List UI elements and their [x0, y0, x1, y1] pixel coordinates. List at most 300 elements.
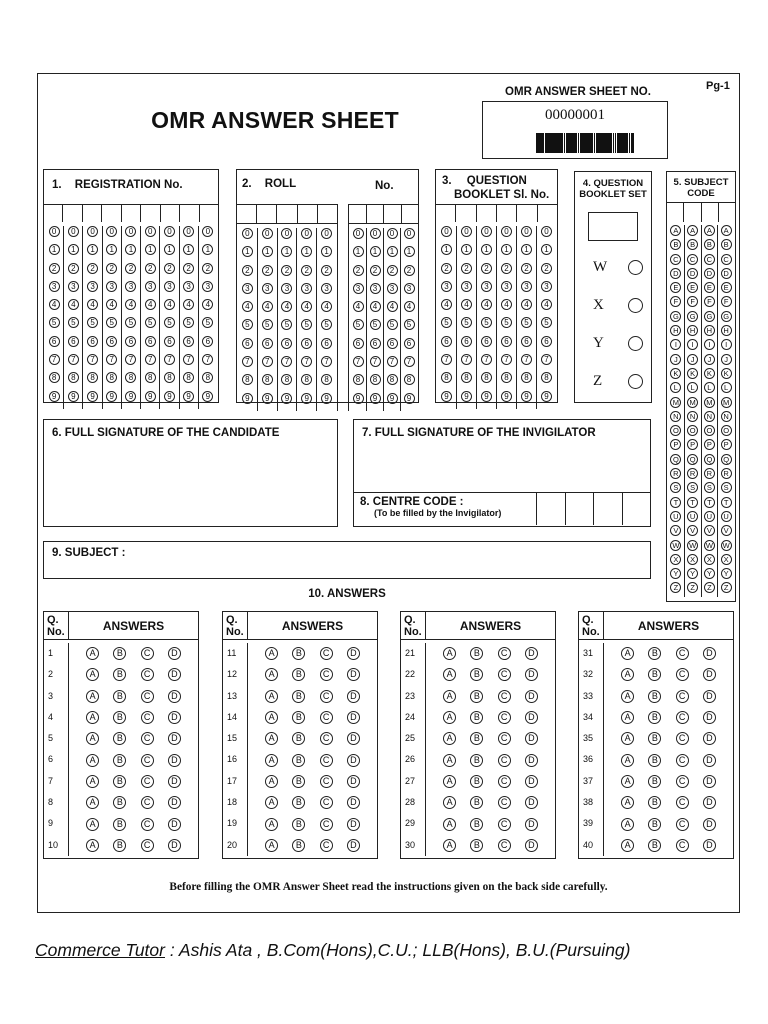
answer-bubble-c[interactable]: C	[676, 754, 689, 767]
bubble-h[interactable]: H	[670, 325, 681, 336]
entry-cell[interactable]	[349, 205, 367, 223]
bubble-w[interactable]: W	[689, 540, 697, 550]
bubble-3[interactable]: 3	[521, 281, 532, 292]
answer-bubble-d[interactable]: D	[703, 796, 716, 809]
bubble-z[interactable]: Z	[704, 582, 715, 593]
answer-bubble-a[interactable]: A	[443, 668, 456, 681]
bubble-7[interactable]: 7	[68, 354, 79, 365]
bubble-8[interactable]: 8	[49, 372, 60, 383]
answer-bubble-b[interactable]: B	[292, 754, 305, 767]
bubble-0[interactable]: 0	[501, 226, 512, 237]
bubble-6[interactable]: 6	[145, 336, 156, 347]
bubble-5[interactable]: 5	[87, 317, 98, 328]
answer-bubble-b[interactable]: B	[292, 711, 305, 724]
bubble-i[interactable]: I	[704, 339, 715, 350]
bubble-3[interactable]: 3	[87, 281, 98, 292]
answer-bubble-a[interactable]: A	[86, 732, 99, 745]
bubble-r[interactable]: R	[670, 468, 681, 479]
answer-bubble-d[interactable]: D	[347, 711, 360, 724]
answer-bubble-c[interactable]: C	[676, 839, 689, 852]
bubble-7[interactable]: 7	[281, 356, 292, 367]
bubble-8[interactable]: 8	[481, 372, 492, 383]
bubble-j[interactable]: J	[721, 354, 732, 365]
answer-bubble-b[interactable]: B	[292, 647, 305, 660]
bubble-b[interactable]: B	[687, 239, 698, 250]
answer-bubble-d[interactable]: D	[703, 754, 716, 767]
bubble-9[interactable]: 9	[461, 391, 472, 402]
bubble-g[interactable]: G	[704, 311, 715, 322]
answer-bubble-b[interactable]: B	[470, 839, 483, 852]
bubble-4[interactable]: 4	[49, 299, 60, 310]
bubble-y[interactable]: Y	[687, 568, 698, 579]
bubble-7[interactable]: 7	[481, 354, 492, 365]
bubble-6[interactable]: 6	[262, 338, 273, 349]
bubble-u[interactable]: U	[687, 511, 698, 522]
bubble-1[interactable]: 1	[461, 244, 472, 255]
answer-bubble-a[interactable]: A	[443, 796, 456, 809]
answer-bubble-b[interactable]: B	[648, 754, 661, 767]
bubble-6[interactable]: 6	[106, 336, 117, 347]
answer-bubble-a[interactable]: A	[621, 690, 634, 703]
bubble-2[interactable]: 2	[106, 263, 117, 274]
entry-cell[interactable]	[102, 205, 121, 222]
answer-bubble-d[interactable]: D	[347, 732, 360, 745]
bubble-5[interactable]: 5	[301, 319, 312, 330]
registration-entry-cells[interactable]	[44, 204, 218, 222]
bubble-1[interactable]: 1	[145, 244, 156, 255]
bubble-4[interactable]: 4	[183, 299, 194, 310]
booklet-set-option-z[interactable]	[593, 371, 643, 391]
answer-bubble-d[interactable]: D	[525, 775, 538, 788]
answer-bubble-a[interactable]: A	[265, 690, 278, 703]
bubble-3[interactable]: 3	[501, 281, 512, 292]
bubble-3[interactable]: 3	[281, 283, 292, 294]
entry-cell[interactable]	[384, 205, 402, 223]
bubble-2[interactable]: 2	[521, 263, 532, 274]
answer-bubble-b[interactable]: B	[648, 796, 661, 809]
bubble-8[interactable]: 8	[262, 374, 273, 385]
bubble-5[interactable]: 5	[404, 319, 415, 330]
bubble-4[interactable]: 4	[521, 299, 532, 310]
bubble-3[interactable]: 3	[145, 281, 156, 292]
bubble-5[interactable]: 5	[281, 319, 292, 330]
bubble-0[interactable]: 0	[87, 226, 98, 237]
bubble-c[interactable]: C	[687, 254, 698, 265]
answer-bubble-a[interactable]: A	[443, 775, 456, 788]
booklet-set-bubble[interactable]	[628, 298, 643, 313]
bubble-9[interactable]: 9	[387, 393, 398, 404]
answer-bubble-d[interactable]: D	[347, 818, 360, 831]
bubble-t[interactable]: T	[670, 497, 681, 508]
bubble-e[interactable]: E	[704, 282, 715, 293]
bubble-4[interactable]: 4	[404, 301, 415, 312]
answer-bubble-c[interactable]: C	[676, 732, 689, 745]
booklet-set-option-y[interactable]	[593, 333, 643, 353]
answer-bubble-a[interactable]: A	[443, 818, 456, 831]
answer-bubble-b[interactable]: B	[113, 839, 126, 852]
bubble-l[interactable]: L	[704, 382, 715, 393]
bubble-5[interactable]: 5	[321, 319, 332, 330]
bubble-8[interactable]: 8	[125, 372, 136, 383]
bubble-3[interactable]: 3	[321, 283, 332, 294]
booklet-sl-entry-cells[interactable]	[436, 204, 557, 222]
answer-bubble-d[interactable]: D	[703, 839, 716, 852]
entry-cell[interactable]	[44, 205, 63, 222]
bubble-5[interactable]: 5	[106, 317, 117, 328]
answer-bubble-d[interactable]: D	[347, 839, 360, 852]
bubble-0[interactable]: 0	[281, 228, 292, 239]
bubble-6[interactable]: 6	[164, 336, 175, 347]
bubble-w[interactable]: W	[672, 540, 680, 550]
bubble-1[interactable]: 1	[321, 246, 332, 257]
answer-bubble-b[interactable]: B	[470, 754, 483, 767]
answer-bubble-a[interactable]: A	[621, 839, 634, 852]
entry-cell[interactable]	[517, 205, 537, 222]
bubble-u[interactable]: U	[721, 511, 732, 522]
bubble-t[interactable]: T	[721, 497, 732, 508]
bubble-9[interactable]: 9	[321, 393, 332, 404]
bubble-1[interactable]: 1	[242, 246, 253, 257]
answer-bubble-a[interactable]: A	[86, 839, 99, 852]
answer-bubble-d[interactable]: D	[703, 690, 716, 703]
bubble-v[interactable]: V	[721, 525, 732, 536]
answer-bubble-c[interactable]: C	[320, 775, 333, 788]
bubble-u[interactable]: U	[670, 511, 681, 522]
answer-bubble-d[interactable]: D	[525, 754, 538, 767]
bubble-j[interactable]: J	[670, 354, 681, 365]
entry-cell[interactable]	[402, 205, 419, 223]
bubble-v[interactable]: V	[670, 525, 681, 536]
answer-bubble-b[interactable]: B	[292, 668, 305, 681]
centre-code-cell[interactable]	[536, 493, 565, 525]
booklet-set-bubble[interactable]	[628, 260, 643, 275]
answer-bubble-b[interactable]: B	[648, 711, 661, 724]
bubble-6[interactable]: 6	[441, 336, 452, 347]
bubble-s[interactable]: S	[721, 482, 732, 493]
bubble-5[interactable]: 5	[49, 317, 60, 328]
entry-cell[interactable]	[456, 205, 476, 222]
bubble-7[interactable]: 7	[441, 354, 452, 365]
bubble-9[interactable]: 9	[481, 391, 492, 402]
bubble-7[interactable]: 7	[262, 356, 273, 367]
bubble-4[interactable]: 4	[125, 299, 136, 310]
bubble-5[interactable]: 5	[481, 317, 492, 328]
bubble-1[interactable]: 1	[183, 244, 194, 255]
bubble-p[interactable]: P	[670, 439, 681, 450]
bubble-1[interactable]: 1	[164, 244, 175, 255]
bubble-j[interactable]: J	[704, 354, 715, 365]
entry-cell[interactable]	[257, 205, 277, 223]
bubble-6[interactable]: 6	[353, 338, 364, 349]
answer-bubble-d[interactable]: D	[347, 796, 360, 809]
answer-bubble-a[interactable]: A	[443, 711, 456, 724]
bubble-4[interactable]: 4	[481, 299, 492, 310]
bubble-2[interactable]: 2	[202, 263, 213, 274]
roll-entry-cells-right[interactable]	[349, 205, 418, 223]
bubble-3[interactable]: 3	[481, 281, 492, 292]
bubble-w[interactable]: W	[722, 540, 730, 550]
bubble-e[interactable]: E	[670, 282, 681, 293]
bubble-m[interactable]: M	[687, 397, 698, 408]
entry-cell[interactable]	[477, 205, 497, 222]
bubble-7[interactable]: 7	[87, 354, 98, 365]
bubble-7[interactable]: 7	[370, 356, 381, 367]
answer-bubble-b[interactable]: B	[648, 732, 661, 745]
bubble-1[interactable]: 1	[404, 246, 415, 257]
bubble-h[interactable]: H	[721, 325, 732, 336]
bubble-3[interactable]: 3	[183, 281, 194, 292]
bubble-6[interactable]: 6	[387, 338, 398, 349]
bubble-3[interactable]: 3	[262, 283, 273, 294]
bubble-0[interactable]: 0	[541, 226, 552, 237]
bubble-9[interactable]: 9	[68, 391, 79, 402]
bubble-5[interactable]: 5	[145, 317, 156, 328]
bubble-z[interactable]: Z	[687, 582, 698, 593]
answer-bubble-d[interactable]: D	[347, 668, 360, 681]
bubble-t[interactable]: T	[687, 497, 698, 508]
bubble-1[interactable]: 1	[281, 246, 292, 257]
bubble-5[interactable]: 5	[242, 319, 253, 330]
answer-bubble-c[interactable]: C	[320, 818, 333, 831]
bubble-8[interactable]: 8	[202, 372, 213, 383]
answer-bubble-b[interactable]: B	[648, 668, 661, 681]
candidate-signature-box[interactable]	[43, 419, 338, 527]
answer-bubble-d[interactable]: D	[347, 775, 360, 788]
bubble-9[interactable]: 9	[106, 391, 117, 402]
bubble-x[interactable]: X	[687, 554, 698, 565]
entry-cell[interactable]	[719, 203, 735, 222]
bubble-5[interactable]: 5	[541, 317, 552, 328]
answer-bubble-b[interactable]: B	[648, 818, 661, 831]
bubble-9[interactable]: 9	[353, 393, 364, 404]
answer-bubble-a[interactable]: A	[443, 690, 456, 703]
answer-bubble-d[interactable]: D	[168, 711, 181, 724]
answer-bubble-d[interactable]: D	[168, 732, 181, 745]
bubble-7[interactable]: 7	[125, 354, 136, 365]
bubble-8[interactable]: 8	[501, 372, 512, 383]
bubble-z[interactable]: Z	[670, 582, 681, 593]
bubble-8[interactable]: 8	[242, 374, 253, 385]
bubble-7[interactable]: 7	[183, 354, 194, 365]
bubble-1[interactable]: 1	[87, 244, 98, 255]
answer-bubble-a[interactable]: A	[443, 839, 456, 852]
answer-bubble-d[interactable]: D	[168, 839, 181, 852]
bubble-f[interactable]: F	[721, 296, 732, 307]
bubble-l[interactable]: L	[670, 382, 681, 393]
bubble-7[interactable]: 7	[106, 354, 117, 365]
bubble-i[interactable]: I	[687, 339, 698, 350]
answer-bubble-a[interactable]: A	[443, 732, 456, 745]
bubble-2[interactable]: 2	[441, 263, 452, 274]
entry-cell[interactable]	[277, 205, 297, 223]
bubble-f[interactable]: F	[670, 296, 681, 307]
bubble-3[interactable]: 3	[353, 283, 364, 294]
bubble-7[interactable]: 7	[49, 354, 60, 365]
bubble-s[interactable]: S	[687, 482, 698, 493]
bubble-7[interactable]: 7	[541, 354, 552, 365]
bubble-5[interactable]: 5	[68, 317, 79, 328]
answer-bubble-a[interactable]: A	[621, 818, 634, 831]
bubble-1[interactable]: 1	[541, 244, 552, 255]
bubble-j[interactable]: J	[687, 354, 698, 365]
bubble-7[interactable]: 7	[242, 356, 253, 367]
bubble-1[interactable]: 1	[501, 244, 512, 255]
bubble-9[interactable]: 9	[87, 391, 98, 402]
bubble-2[interactable]: 2	[321, 265, 332, 276]
bubble-y[interactable]: Y	[704, 568, 715, 579]
bubble-8[interactable]: 8	[461, 372, 472, 383]
answer-bubble-c[interactable]: C	[498, 668, 511, 681]
bubble-0[interactable]: 0	[370, 228, 381, 239]
entry-cell[interactable]	[83, 205, 102, 222]
bubble-8[interactable]: 8	[301, 374, 312, 385]
answer-bubble-c[interactable]: C	[676, 818, 689, 831]
bubble-t[interactable]: T	[704, 497, 715, 508]
bubble-s[interactable]: S	[704, 482, 715, 493]
answer-bubble-d[interactable]: D	[168, 796, 181, 809]
bubble-n[interactable]: N	[704, 411, 715, 422]
bubble-4[interactable]: 4	[164, 299, 175, 310]
answer-bubble-d[interactable]: D	[703, 668, 716, 681]
answer-bubble-d[interactable]: D	[525, 732, 538, 745]
bubble-9[interactable]: 9	[441, 391, 452, 402]
bubble-2[interactable]: 2	[353, 265, 364, 276]
bubble-1[interactable]: 1	[262, 246, 273, 257]
bubble-0[interactable]: 0	[404, 228, 415, 239]
bubble-v[interactable]: V	[687, 525, 698, 536]
bubble-u[interactable]: U	[704, 511, 715, 522]
answer-bubble-b[interactable]: B	[648, 647, 661, 660]
bubble-3[interactable]: 3	[164, 281, 175, 292]
bubble-0[interactable]: 0	[164, 226, 175, 237]
bubble-6[interactable]: 6	[301, 338, 312, 349]
answer-bubble-c[interactable]: C	[141, 839, 154, 852]
bubble-x[interactable]: X	[670, 554, 681, 565]
answer-bubble-c[interactable]: C	[320, 690, 333, 703]
bubble-7[interactable]: 7	[521, 354, 532, 365]
bubble-k[interactable]: K	[670, 368, 681, 379]
bubble-a[interactable]: A	[670, 225, 681, 236]
bubble-2[interactable]: 2	[145, 263, 156, 274]
entry-cell[interactable]	[161, 205, 180, 222]
bubble-0[interactable]: 0	[321, 228, 332, 239]
answer-bubble-d[interactable]: D	[347, 690, 360, 703]
bubble-f[interactable]: F	[704, 296, 715, 307]
bubble-6[interactable]: 6	[521, 336, 532, 347]
bubble-3[interactable]: 3	[441, 281, 452, 292]
answer-bubble-c[interactable]: C	[676, 711, 689, 724]
bubble-m[interactable]: M	[721, 397, 732, 408]
bubble-9[interactable]: 9	[370, 393, 381, 404]
bubble-p[interactable]: P	[704, 439, 715, 450]
bubble-o[interactable]: O	[704, 425, 715, 436]
bubble-g[interactable]: G	[721, 311, 732, 322]
bubble-4[interactable]: 4	[68, 299, 79, 310]
bubble-p[interactable]: P	[687, 439, 698, 450]
answer-bubble-c[interactable]: C	[320, 668, 333, 681]
answer-bubble-d[interactable]: D	[168, 775, 181, 788]
answer-bubble-d[interactable]: D	[525, 839, 538, 852]
bubble-n[interactable]: N	[721, 411, 732, 422]
bubble-7[interactable]: 7	[353, 356, 364, 367]
answer-bubble-a[interactable]: A	[265, 775, 278, 788]
bubble-8[interactable]: 8	[68, 372, 79, 383]
answer-bubble-b[interactable]: B	[292, 796, 305, 809]
answer-bubble-b[interactable]: B	[470, 690, 483, 703]
bubble-b[interactable]: B	[670, 239, 681, 250]
bubble-0[interactable]: 0	[106, 226, 117, 237]
bubble-3[interactable]: 3	[370, 283, 381, 294]
answer-bubble-b[interactable]: B	[292, 732, 305, 745]
bubble-9[interactable]: 9	[281, 393, 292, 404]
answer-bubble-c[interactable]: C	[676, 647, 689, 660]
bubble-6[interactable]: 6	[125, 336, 136, 347]
bubble-6[interactable]: 6	[404, 338, 415, 349]
answer-bubble-d[interactable]: D	[703, 775, 716, 788]
bubble-4[interactable]: 4	[301, 301, 312, 312]
bubble-6[interactable]: 6	[49, 336, 60, 347]
answer-bubble-c[interactable]: C	[498, 775, 511, 788]
bubble-l[interactable]: L	[721, 382, 732, 393]
bubble-4[interactable]: 4	[441, 299, 452, 310]
bubble-5[interactable]: 5	[370, 319, 381, 330]
bubble-3[interactable]: 3	[301, 283, 312, 294]
answer-bubble-b[interactable]: B	[470, 668, 483, 681]
bubble-g[interactable]: G	[687, 311, 698, 322]
bubble-6[interactable]: 6	[202, 336, 213, 347]
bubble-8[interactable]: 8	[321, 374, 332, 385]
bubble-8[interactable]: 8	[183, 372, 194, 383]
bubble-4[interactable]: 4	[242, 301, 253, 312]
answer-bubble-b[interactable]: B	[113, 647, 126, 660]
answer-bubble-d[interactable]: D	[168, 668, 181, 681]
answer-bubble-b[interactable]: B	[292, 839, 305, 852]
bubble-b[interactable]: B	[704, 239, 715, 250]
bubble-8[interactable]: 8	[106, 372, 117, 383]
bubble-4[interactable]: 4	[370, 301, 381, 312]
answer-bubble-c[interactable]: C	[498, 754, 511, 767]
bubble-0[interactable]: 0	[481, 226, 492, 237]
bubble-a[interactable]: A	[704, 225, 715, 236]
bubble-6[interactable]: 6	[68, 336, 79, 347]
bubble-5[interactable]: 5	[353, 319, 364, 330]
answer-bubble-c[interactable]: C	[498, 690, 511, 703]
booklet-set-option-x[interactable]	[593, 295, 643, 315]
answer-bubble-a[interactable]: A	[621, 796, 634, 809]
invigilator-signature-box[interactable]	[353, 419, 651, 527]
bubble-4[interactable]: 4	[461, 299, 472, 310]
bubble-8[interactable]: 8	[370, 374, 381, 385]
bubble-6[interactable]: 6	[183, 336, 194, 347]
answer-bubble-b[interactable]: B	[470, 647, 483, 660]
answer-bubble-a[interactable]: A	[621, 668, 634, 681]
answer-bubble-d[interactable]: D	[168, 647, 181, 660]
subject-field[interactable]	[43, 541, 651, 579]
bubble-6[interactable]: 6	[481, 336, 492, 347]
centre-code-cell[interactable]	[593, 493, 622, 525]
bubble-2[interactable]: 2	[125, 263, 136, 274]
answer-bubble-c[interactable]: C	[320, 796, 333, 809]
entry-cell[interactable]	[63, 205, 82, 222]
answer-bubble-d[interactable]: D	[525, 818, 538, 831]
bubble-9[interactable]: 9	[125, 391, 136, 402]
entry-cell[interactable]	[122, 205, 141, 222]
bubble-9[interactable]: 9	[49, 391, 60, 402]
answer-bubble-a[interactable]: A	[86, 796, 99, 809]
answer-bubble-d[interactable]: D	[525, 647, 538, 660]
bubble-x[interactable]: X	[721, 554, 732, 565]
bubble-d[interactable]: D	[704, 268, 715, 279]
